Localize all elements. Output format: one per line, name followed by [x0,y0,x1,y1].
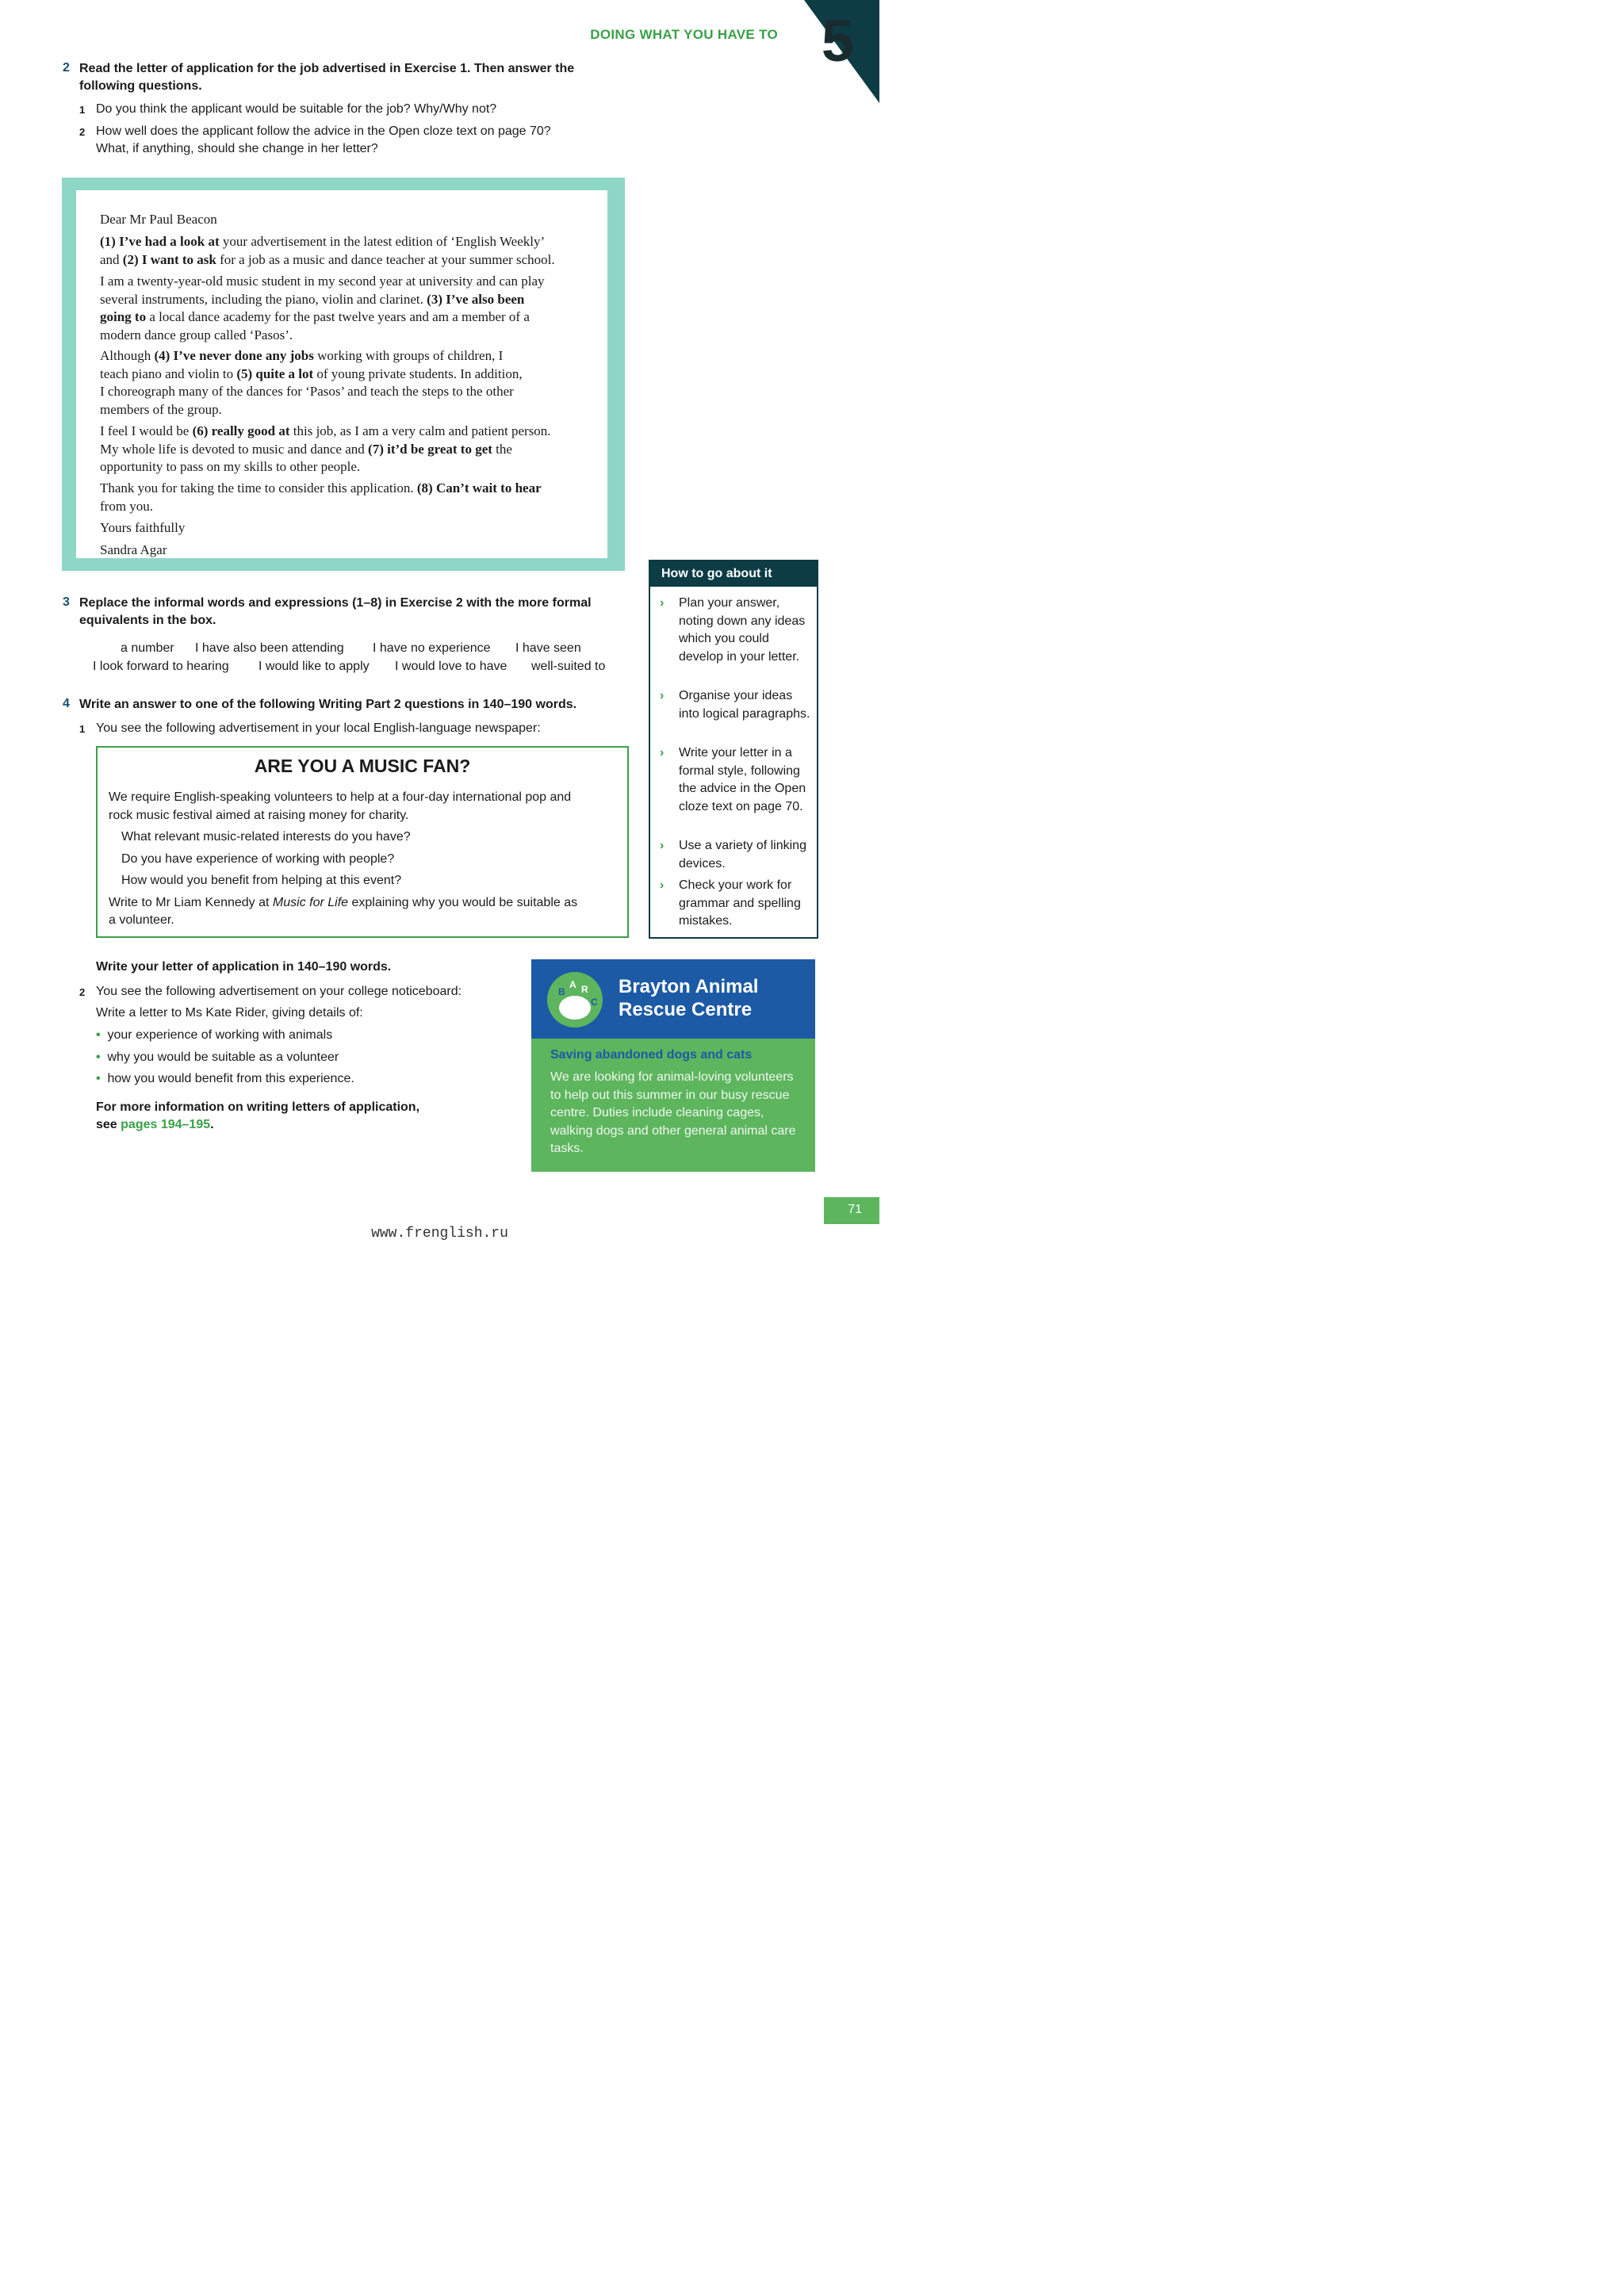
task-bullet-text: your experience of working with animals [107,1028,333,1042]
box-phrase: well-suited to [531,660,606,673]
chevron-right-icon: › [660,689,665,702]
ad-line: a volunteer. [109,913,174,927]
logo-letter: C [591,997,598,1008]
exercise-2-q2-number: 2 [79,126,86,138]
box-phrase: I look forward to hearing [93,660,229,673]
letter-line: I am a twenty-year-old music student in my second year at university and can play [100,274,545,289]
letter-text: several instruments, including the piano, violin and clarinet. [100,291,427,307]
box-phrase: I have no experience [373,641,491,655]
letter-line: from you. [100,498,154,514]
letter-paragraph-5 [100,480,607,515]
ad-line [109,894,577,913]
chevron-right-icon: › [660,878,665,892]
logo-letter: R [581,984,588,995]
informal-phrase-3-cont: going to [100,309,147,324]
letter-closing: Yours faithfully [100,520,186,535]
bullet-icon: • [96,1072,101,1085]
rescue-subtitle: Saving abandoned dogs and cats [550,1048,753,1062]
box-phrase: I would love to have [395,660,508,673]
ad-line: We require English-speaking volunteers to help at a four-day international pop and [109,790,572,804]
logo-letter: B [558,986,565,997]
task-bullet [96,1049,339,1066]
exercise-4-q2-task: Write a letter to Ms Kate Rider, giving details of: [96,1006,363,1020]
more-information-line [96,1116,524,1134]
footer-url: www.frenglish.ru [371,1226,508,1242]
informal-phrase-4: (4) I’ve never done any jobs [154,348,314,363]
exercise-2-instruction-line: Read the letter of application for the job advertised in Exercise 1. Then answer the [79,62,575,75]
exercise-2-instruction-line: following questions. [79,79,202,93]
ad-title: ARE YOU A MUSIC FAN? [254,756,471,776]
letter-line [100,347,607,365]
exercise-4-number: 4 [63,697,70,710]
letter-line [100,291,607,309]
exercise-3-instruction-line: equivalents in the box. [79,614,216,627]
more-information-line: For more information on writing letters of application, [96,1100,420,1114]
letter-text: working with groups of children, I [313,348,504,363]
letter-line [100,441,607,459]
bullet-icon: • [96,1050,101,1064]
letter-text: Although [100,348,155,363]
how-to-item-text: Plan your answer, noting down any ideas which you could develop in your letter. [679,596,806,664]
music-fan-advertisement [96,746,629,938]
task-bullet [96,1027,332,1044]
ad-organisation-name: Music for Life [272,896,349,909]
letter-line [100,308,607,327]
task-bullet-text: how you would benefit from this experience. [107,1072,354,1085]
letter-paragraph-1 [100,233,607,269]
informal-phrase-1: (1) I’ve had a look at [100,234,220,249]
ad-line: rock music festival aimed at raising money for charity. [109,809,409,822]
letter-line [100,423,607,441]
exercise-2-q2 [96,123,635,158]
write-letter-instruction: Write your letter of application in 140–190 words. [96,960,392,974]
letter-text: for a job as a music and dance teacher at your summer school. [216,251,555,267]
exercise-2-instruction [79,60,634,95]
exercise-4-q2: You see the following advertisement on your college noticeboard: [96,985,462,998]
paw-logo-icon [546,970,604,1029]
rescue-title-line: Rescue Centre [619,999,753,1020]
chevron-right-icon: › [660,596,665,610]
how-to-item-text: Write your letter in a formal style, following the advice in the Open cloze text on page 70. [679,746,806,813]
rescue-title-line: Brayton Animal [619,976,759,997]
letter-text: My whole life is devoted to music and dance and [100,441,369,457]
letter-text: I feel I would be [100,423,193,438]
letter-line: I choreograph many of the dances for ‘Pasos’ and teach the steps to the other [100,384,514,399]
pages-reference-link[interactable]: pages 194–195 [121,1118,211,1131]
how-to-box [649,560,818,939]
exercise-2-q2-line: What, if anything, should she change in her letter? [96,142,378,155]
letter-paragraph-2 [100,273,607,344]
informal-phrase-3: (3) I’ve also been [427,291,525,307]
bullet-icon: • [96,1028,101,1042]
ad-text: explaining why you would be suitable as [348,896,578,909]
letter-text: the [492,441,512,457]
how-to-item-text: Use a variety of linking devices. [679,839,806,871]
letter-line [100,480,607,498]
letter-line: members of the group. [100,401,222,417]
letter-salutation: Dear Mr Paul Beacon [100,212,217,227]
ad-question: Do you have experience of working with people? [121,852,395,866]
task-bullet [96,1070,354,1088]
box-phrase: I have seen [515,641,581,655]
exercise-4-q2-number: 2 [79,986,86,998]
more-information-text: see [96,1118,121,1131]
informal-phrase-7: (7) it’d be great to get [368,441,492,457]
exercise-4-instruction: Write an answer to one of the following Writing Part 2 questions in 140–190 words. [79,698,577,711]
letter-paragraph-3 [100,347,607,419]
exercise-3-instruction [79,595,634,629]
how-to-item-text: Organise your ideas into logical paragraphs. [679,689,810,721]
exercise-2-number: 2 [63,61,70,75]
letter-text: Thank you for taking the time to consider this application. [100,480,417,496]
letter-of-application [76,190,607,558]
informal-phrase-2: (2) I want to ask [122,251,216,267]
letter-text: your advertisement in the latest edition of ‘English Weekly’ [219,234,546,249]
box-phrase: I would like to apply [259,660,370,673]
letter-line [100,251,607,270]
letter-line: modern dance group called ‘Pasos’. [100,327,293,342]
informal-phrase-8: (8) Can’t wait to hear [416,480,542,496]
informal-phrase-5: (5) quite a lot [236,365,314,381]
exercise-2-q1: Do you think the applicant would be suitable for the job? Why/Why not? [96,102,497,116]
letter-line: opportunity to pass on my skills to other people. [100,459,361,474]
exercise-3-instruction-line: Replace the informal words and expressions (1–8) in Exercise 2 with the more formal [79,596,592,610]
unit-number: 5 [821,8,854,74]
unit-title: DOING WHAT YOU HAVE TO [590,27,778,42]
box-phrase: I have also been attending [195,641,344,655]
chevron-right-icon: › [660,746,665,760]
logo-letter: A [569,979,576,990]
ad-question: What relevant music-related interests do you have? [121,830,411,844]
letter-line [100,233,607,251]
exercise-2-q1-number: 1 [79,104,86,116]
more-information [96,1099,524,1134]
exercise-4-q1-number: 1 [79,723,86,735]
ad-question: How would you benefit from helping at this event? [121,874,402,887]
letter-signature: Sandra Agar [100,542,167,557]
rescue-title [619,975,809,1021]
letter-frame [62,178,625,571]
exercise-2-q2-line: How well does the applicant follow the advice in the Open cloze text on page 70? [96,124,551,138]
letter-line [100,365,607,384]
page-number: 71 [848,1203,862,1216]
letter-text: of young private students. In addition, [313,365,523,381]
how-to-item-text: Check your work for grammar and spelling mistakes. [679,878,801,928]
exercise-4-q1: You see the following advertisement in your local English-language newspaper: [96,721,541,735]
animal-rescue-advertisement [531,959,815,1172]
task-bullet-text: why you would be suitable as a volunteer [107,1050,339,1064]
more-information-text: . [210,1118,214,1131]
how-to-title: How to go about it [650,561,817,587]
informal-phrase-6: (6) really good at [192,423,290,438]
letter-text: teach piano and violin to [100,365,237,381]
letter-paragraph-4 [100,423,607,476]
exercise-3-number: 3 [63,595,70,609]
ad-text: Write to Mr Liam Kennedy at [109,896,273,909]
rescue-description: We are looking for animal-loving volunteers to help out this summer in our busy rescue centre. Duties include cleaning cages, walking dogs and other general animal care tasks. [550,1070,796,1155]
letter-text: this job, as I am a very calm and patient person. [289,423,551,438]
chevron-right-icon: › [660,839,665,852]
letter-text: and [100,251,123,267]
box-phrase: a number [121,641,174,655]
letter-text: a local dance academy for the past twelve years and am a member of a [146,309,530,324]
